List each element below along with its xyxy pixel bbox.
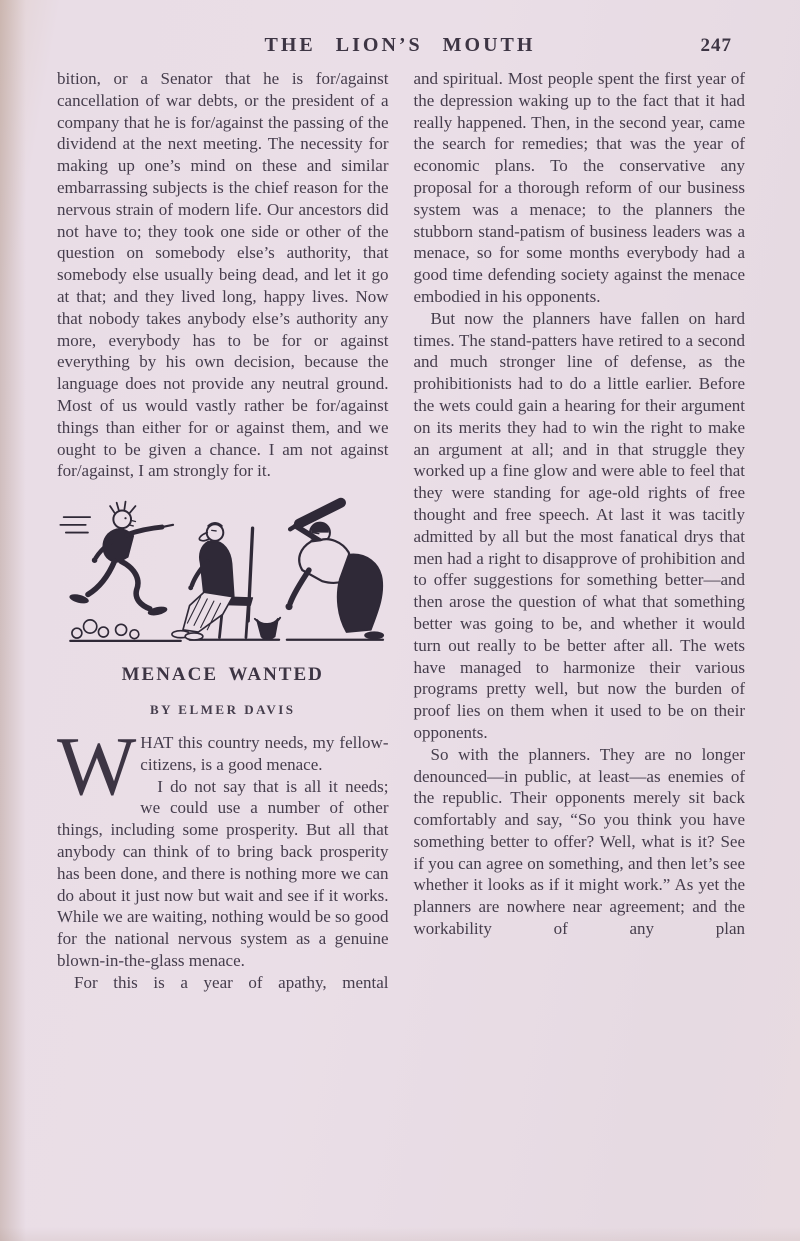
drop-cap: W	[57, 719, 134, 813]
running-header: THE LION’S MOUTH	[264, 34, 536, 56]
cartoon-svg	[57, 495, 389, 655]
cartoon-illustration	[57, 495, 389, 655]
speed-lines	[60, 517, 90, 532]
running-man-figure	[60, 502, 173, 639]
runner-front-leg	[121, 561, 150, 609]
left-column	[57, 68, 389, 994]
seated-man-figure	[172, 523, 280, 640]
paragraph: But now the planners have fallen on hard times. The stand-patters have retired to a second and much stronger line of defense, as the prohibitionists had to do a little earlier. Before the wets could gain a hearing for their argument on its merits they had to win the right to make an argument at all; and in that struggle they worked up a fine glow and were able to feel that they were standing for age-old rights of free thought and free speech. At last it was tacitly admitted by all but the most fanatical drys that men had a right to disapprove of prohibition and to offer suggestions for something better—and then arose the question of what that something better was going to be, and whether it would turn out really to be better after all. The wets have managed to harmonize their various programs pretty well, but now the burden of proof lies on them when it used to be on their opponents.	[413, 308, 745, 742]
dust-puffs	[72, 620, 139, 639]
runner-fist	[92, 558, 98, 564]
continuation-paragraph: bition, or a Senator that he is for/against cancellation of war debts, or the president of a company that he is for/against the passing of the dividend at the next meeting. The necessity for making up one’s mind on these and similar embarrassing subjects is the chief reason for the nervous strain of modern life. Our ancestors did not have to; they took one side or other of the question on somebody else’s authority, that somebody else usually being dead, and let it go at that; and they lived long, happy lives. Now that nobody takes anybody else’s authority any more, everybody has to be for or against everything by his own decision, because the language does not provide any neutral ground. Most of us would vastly rather be for/against things than either for or against them, and we ought to be given a chance. I am not against for/against, I am strongly for it.	[57, 69, 389, 481]
kneeler-foot	[364, 631, 384, 639]
right-column	[414, 68, 746, 994]
kneeler-fist	[286, 603, 293, 610]
club	[299, 503, 341, 524]
seated-hand	[188, 586, 193, 591]
kneeling-man-figure	[286, 503, 385, 640]
seated-jacket	[200, 542, 234, 597]
article-title: MENACE WANTED	[121, 664, 324, 686]
page-left-edge-shadow	[0, 0, 26, 1241]
paragraph-continues: So with the planners. They are no longer denounced—in public, at least—as enemies of the republic. Their opponents merely sit back comfortably and say, “So you think you have something better to offer? Well, what is it? See if you can agree on something, and then let’s see whether it looks as if it might work.” As yet the planners are nowhere near agreement; and the workability of any plan	[413, 744, 745, 939]
paragraph: and spiritual. Most people spent the first year of the depression waking up to the fact that it had really happened. Then, in the second year, came the search for remedies; that was the year of economic plans. To the conservative any proposal for a thorough reform of our business system was a menace; to the planners the stubborn stand-patism of business leaders was a menace, so for some months everybody had a good time defending society against the menace embodied in his opponents.	[413, 69, 745, 306]
page-number: 247	[700, 35, 732, 56]
opening-paragraph	[57, 719, 389, 813]
page-bottom-edge-shadow	[0, 1227, 800, 1241]
article-byline: BY ELMER DAVIS	[149, 702, 296, 718]
runner-pointing-arm	[127, 527, 162, 535]
runner-rear-leg	[88, 561, 115, 594]
seated-shoe-2	[185, 633, 203, 640]
paragraph-continues: For this is a year of apathy, mental	[74, 972, 389, 992]
seated-eye	[212, 530, 216, 531]
seated-head	[207, 524, 224, 541]
paragraph: I do not say that is all it needs; we could use a number of other things, including some prosperity. But all that anybody can think of to bring back prosperity has been done, and there is nothing more we can do about it just now but wait and see if it works. While we are waiting, nothing would be so good for the national nervous system as a genuine blown-in-the-glass menace.	[57, 776, 389, 970]
kneeler-front-arm	[290, 570, 309, 603]
text-columns	[57, 68, 745, 994]
runner-head	[113, 511, 131, 529]
runner-eye	[124, 517, 126, 519]
kneeler-trousers	[338, 555, 383, 633]
runner-pointing-finger	[162, 525, 173, 527]
opening-paragraph-text: HAT this country needs, my fellow-citizens, is a good menace.	[140, 732, 389, 774]
